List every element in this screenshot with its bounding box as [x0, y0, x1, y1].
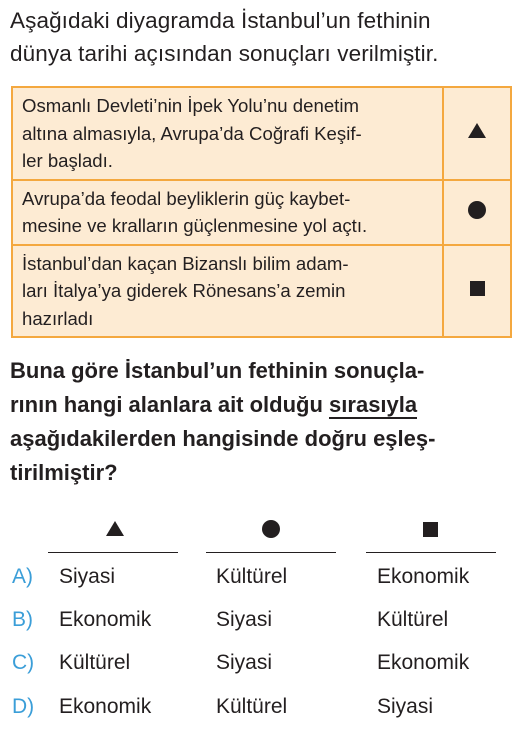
option-letter: B): [12, 608, 33, 631]
option-value: Siyasi: [377, 695, 434, 718]
intro-line: Aşağıdaki diyagramda İstanbul’un fethinin: [10, 8, 431, 33]
option-value: Siyasi: [216, 608, 273, 631]
statement-row: [12, 180, 511, 245]
option-value: Siyasi: [59, 565, 116, 588]
intro-line: dünya tarihi açısından sonuçları verilmiştir.: [10, 41, 439, 66]
statement-text: [12, 245, 443, 338]
question-underlined-word: sırasıyla: [329, 392, 418, 417]
question-line: tirilmiştir?: [10, 460, 118, 485]
square-icon: [470, 281, 485, 296]
circle-icon: [262, 520, 280, 538]
statement-line: Osmanlı Devleti’nin İpek Yolu’nu denetim: [22, 95, 359, 116]
option-letter: C): [12, 651, 35, 674]
statement-text: [12, 180, 443, 245]
option-value: Ekonomik: [377, 651, 470, 674]
option-letter: A): [12, 565, 33, 588]
statement-line: hazırladı: [22, 307, 94, 329]
statement-row: [12, 245, 511, 338]
statement-line: ları İtalya’ya giderek Rönesans’a zemin: [22, 280, 346, 301]
statement-row: [12, 87, 511, 180]
statement-line: altına almasıyla, Avrupa’da Coğrafi Keşif-: [22, 122, 362, 144]
option-value: Kültürel: [377, 608, 449, 631]
statement-line: Avrupa’da feodal beyliklerin güç kaybet-: [22, 187, 351, 209]
statement-line: ler başladı.: [22, 150, 113, 171]
statement-text: [12, 87, 443, 180]
statement-line: İstanbul’dan kaçan Bizanslı bilim adam-: [22, 252, 349, 274]
question-line: Buna göre İstanbul’un fethinin sonuçla-: [10, 358, 425, 383]
statement-table: [11, 86, 512, 338]
option-value: Kültürel: [216, 565, 288, 588]
circle-icon: [468, 201, 486, 219]
statement-symbol-cell: [443, 180, 511, 245]
statement-symbol-cell: [443, 87, 511, 180]
option-value: Kültürel: [59, 651, 131, 674]
option-value: Ekonomik: [59, 695, 152, 718]
question-line: aşağıdakilerden hangisinde doğru eşleş-: [10, 426, 436, 451]
column-rule: [366, 552, 496, 553]
statement-symbol-cell: [443, 245, 511, 338]
option-value: Ekonomik: [59, 608, 152, 631]
option-value: Siyasi: [216, 651, 273, 674]
option-letter: D): [12, 695, 35, 718]
square-icon: [423, 522, 438, 537]
option-value: Kültürel: [216, 695, 288, 718]
triangle-icon: [106, 521, 124, 536]
triangle-icon: [468, 123, 486, 138]
column-rule: [48, 552, 178, 553]
question-text: [10, 354, 510, 490]
option-value: Ekonomik: [377, 565, 470, 588]
question-line: [10, 388, 510, 422]
statement-line: mesine ve kralların güçlenmesine yol açtı.: [22, 215, 368, 236]
intro-text: [10, 4, 510, 70]
column-rule: [206, 552, 336, 553]
question-segment: rının hangi alanlara ait olduğu: [10, 392, 330, 417]
